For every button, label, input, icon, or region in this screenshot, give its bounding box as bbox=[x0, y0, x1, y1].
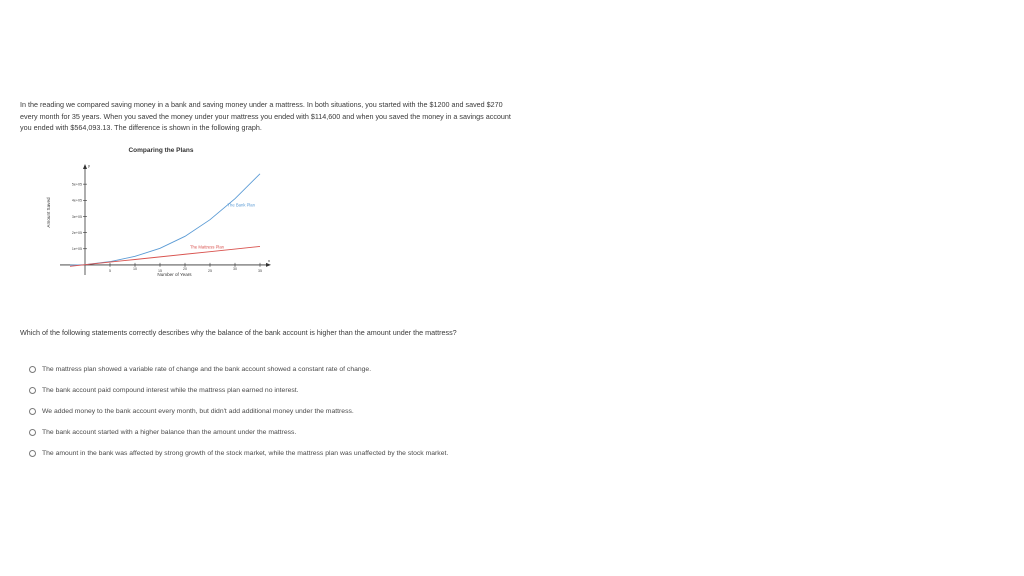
answer-option-3[interactable] bbox=[29, 401, 448, 422]
radio-button[interactable] bbox=[29, 450, 36, 457]
x-axis-label: Number of Years bbox=[157, 271, 192, 277]
mattress-plan-label: The Mattress Plan bbox=[190, 244, 224, 250]
reading-passage bbox=[20, 99, 580, 134]
answer-option-5[interactable] bbox=[29, 443, 448, 464]
y-tick-label: 3e+05 bbox=[71, 214, 82, 219]
chart-title: Comparing the Plans bbox=[128, 147, 194, 154]
radio-button[interactable] bbox=[29, 408, 36, 415]
radio-button[interactable] bbox=[29, 387, 36, 394]
question-text: Which of the following statements correctly describes why the balance of the bank account is higher than the amount under the mattress? bbox=[20, 328, 457, 337]
answer-options bbox=[29, 359, 448, 464]
bank-plan-line bbox=[70, 174, 260, 265]
x-tick-label: 10 bbox=[133, 266, 137, 271]
passage-line: you ended with $564,093.13. The difference is shown in the following graph. bbox=[20, 123, 262, 132]
comparison-chart bbox=[46, 140, 280, 285]
answer-option-label: The bank account paid compound interest while the mattress plan earned no interest. bbox=[42, 387, 299, 394]
x-tick-label: 35 bbox=[258, 268, 262, 273]
x-tick-label: 25 bbox=[208, 268, 212, 273]
x-axis-arrow bbox=[266, 263, 271, 267]
x-tick-label: 15 bbox=[158, 268, 162, 273]
answer-option-label: The mattress plan showed a variable rate of change and the bank account showed a constant rate of change. bbox=[42, 366, 372, 373]
mattress-plan-line bbox=[70, 246, 260, 266]
passage-line: In the reading we compared saving money in a bank and saving money under a mattress. In both situations, you started with the $1200 and saved $270 bbox=[20, 100, 503, 109]
passage-line: every month for 35 years. When you saved the money under your mattress you ended with $114,600 and when you saved the money in a savings account bbox=[20, 111, 511, 121]
y-axis-label: Amount Saved bbox=[46, 197, 51, 228]
answer-option-1[interactable] bbox=[29, 359, 448, 380]
x-axis-name: x bbox=[268, 257, 270, 263]
answer-option-4[interactable] bbox=[29, 422, 448, 443]
x-tick-label: 5 bbox=[109, 268, 111, 273]
x-tick-label: 30 bbox=[233, 266, 237, 271]
answer-option-2[interactable] bbox=[29, 380, 448, 401]
chart-svg bbox=[46, 140, 280, 285]
answer-option-label: The amount in the bank was affected by strong growth of the stock market, while the mattress plan was unaffected by the stock market. bbox=[42, 450, 449, 457]
y-tick-label: 2e+05 bbox=[71, 230, 82, 235]
answer-option-label: The bank account started with a higher balance than the amount under the mattress. bbox=[42, 429, 297, 436]
y-tick-label: 1e+05 bbox=[71, 247, 82, 252]
bank-plan-label: The Bank Plan bbox=[227, 202, 255, 208]
radio-button[interactable] bbox=[29, 429, 36, 436]
y-axis-name: y bbox=[88, 163, 90, 168]
answer-option-label: We added money to the bank account every month, but didn't add additional money under the mattress. bbox=[42, 408, 354, 415]
y-axis-arrow bbox=[83, 164, 87, 169]
y-tick-label: 5e+05 bbox=[71, 182, 82, 187]
y-tick-label: 4e+05 bbox=[71, 198, 82, 203]
radio-button[interactable] bbox=[29, 366, 36, 373]
x-tick-label: 20 bbox=[183, 266, 187, 271]
